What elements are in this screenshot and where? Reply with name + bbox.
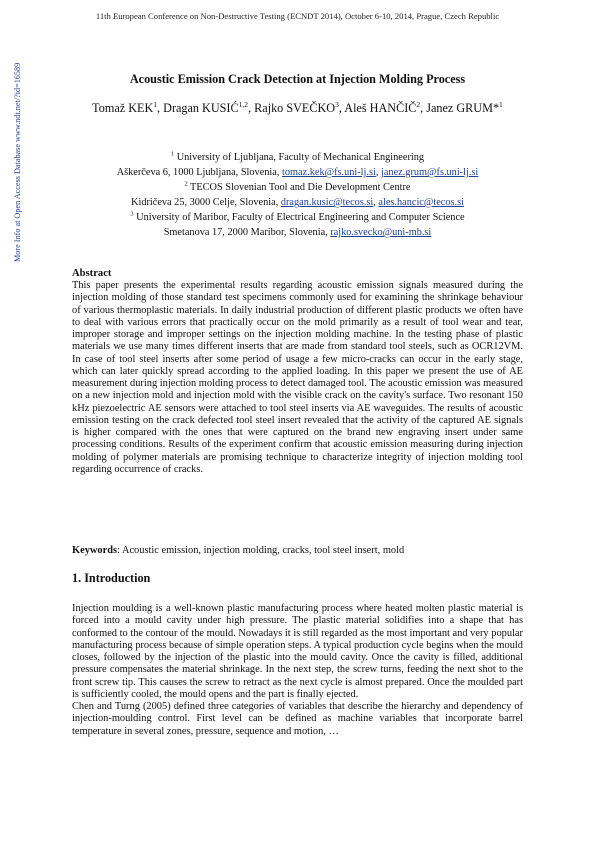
- affiliation-text: University of Maribor, Faculty of Electrical Engineering and Computer Science: [133, 212, 465, 223]
- keywords: [72, 545, 523, 557]
- conference-header: 11th European Conference on Non-Destructive Testing (ECNDT 2014), October 6-10, 2014, Prague, Czech Republic: [95, 11, 500, 21]
- address-text: Smetanova 17, 2000 Maribor, Slovenia,: [163, 227, 331, 238]
- author-affiliation-marker: 1: [499, 99, 503, 109]
- author-name: , Dragan KUSIĆ: [157, 101, 239, 115]
- affiliation-marker: 2: [184, 180, 188, 188]
- author-affiliation-marker: 1,2: [238, 99, 249, 109]
- email-link[interactable]: dragan.kusic@tecos.si: [280, 197, 374, 208]
- introduction-body: [72, 603, 523, 738]
- keywords-label: Keywords: [72, 545, 118, 556]
- paragraph: Injection moulding is a well-known plastic manufacturing process where heated molten plastic material is forced into a mould cavity under high pressure. The plastic material solidifies into a shape that has conformed to the contour of the mould. Nowadays it is still regarded as the most important and very popular manufacturing process because of simple operation steps. A typical production cycle begins when the mould closes, followed by the injection of the plastic into the mould cavity. Once the cavity is filled, additional pressure compensates the material shrinkage. In the next step, the screw turns, feeding the next shot to the front screw tip. This causes the screw to retract as the next cycle is almost prepared. Once the moulded part is sufficiently cooled, the mould opens and the part is finally ejected.: [72, 603, 523, 700]
- email-link[interactable]: janez.grum@fs.uni-lj.si: [381, 167, 479, 178]
- affiliation-marker: 1: [170, 150, 175, 158]
- author-name: Tomaž KEK: [92, 101, 154, 115]
- affiliation-text: TECOS Slovenian Tool and Die Development Centre: [187, 182, 411, 193]
- abstract-heading: Abstract: [72, 268, 112, 279]
- email-link[interactable]: ales.hancic@tecos.si: [378, 197, 464, 208]
- author-affiliation-marker: 3: [335, 99, 339, 109]
- author-affiliation-marker: 1: [153, 99, 158, 109]
- affiliation-3-name: [72, 210, 523, 225]
- affiliation-2-name: [72, 180, 523, 195]
- abstract-text: This paper presents the experimental results regarding acoustic emission signals measured during the injection molding of those standard test specimens commonly used for examining the shrinkage behaviour of various thermoplastic materials. In daily industrial production of different plastic products we often have to deal with various errors that practically occur on the mold primarily as a result of tool wear and tear, improper storage and improper settings on the injection molding machine. In the testing phase of plastic materials we use many times different inserts that are made from standard tool steels, such as OCR12VM. In case of tool steel inserts after some period of usage a few micro-cracks can occur in the early stage, which can later quickly spread according to the applied loading. In this paper we present the use of AE measurement during injection molding process to detect damaged tool. The acoustic emission was measured on a new injection mold and injection mold with the visible crack on the cavity's surface. Two resonant 150 kHz piezoelectric AE sensors were attached to tool steel inserts via AE waveguides. The results of acoustic emission testing on the crack defected tool steel insert revealed that the activity of the captured AE signals is higher compared with the ones that were captured on the brand new engraving insert under same processing conditions. Results of the experiment confirm that acoustic emission measuring during injection molding of polymer materials are promising technique to characterize integrity of injection molding tool regarding occurrence of cracks.: [72, 280, 523, 475]
- paragraph: Chen and Turng (2005) defined three categories of variables that describe the hierarchy and dependency of injection-moulding control. First level can be defined as machine variables that incorporate barrel temperature in several zones, pressure, sequence and motion, …: [72, 701, 523, 737]
- affiliations: [72, 150, 523, 240]
- affiliation-1-address: [72, 165, 523, 180]
- affiliation-marker: 3: [130, 210, 134, 218]
- address-text: Aškerčeva 6, 1000 Ljubljana, Slovenia,: [116, 167, 282, 178]
- author-list: [72, 101, 523, 116]
- affiliation-text: University of Ljubljana, Faculty of Mechanical Engineering: [174, 152, 425, 163]
- author-name: , Rajko SVEČKO: [248, 101, 336, 115]
- keywords-text: : Acoustic emission, injection molding, cracks, tool steel insert, mold: [117, 545, 405, 556]
- introduction-heading: 1. Introduction: [72, 571, 151, 585]
- affiliation-3-address: [72, 225, 523, 240]
- author-name: , Janez GRUM*: [420, 101, 500, 115]
- affiliation-2-address: [72, 195, 523, 210]
- open-access-link[interactable]: More Info at Open Access Database www.ndt.net/?id=16589: [13, 62, 22, 262]
- email-link[interactable]: tomaz.kek@fs.uni-lj.si: [282, 167, 376, 178]
- separator: ,: [375, 167, 381, 178]
- author-name: , Aleš HANČIČ: [338, 101, 417, 115]
- address-text: Kidričeva 25, 3000 Celje, Slovenia,: [131, 197, 281, 208]
- author-affiliation-marker: 2: [416, 99, 421, 109]
- email-link[interactable]: rajko.svecko@uni-mb.si: [330, 227, 432, 238]
- affiliation-1-name: [72, 150, 523, 165]
- paper-title: Acoustic Emission Crack Detection at Injection Molding Process: [129, 72, 466, 86]
- separator: ,: [373, 197, 379, 208]
